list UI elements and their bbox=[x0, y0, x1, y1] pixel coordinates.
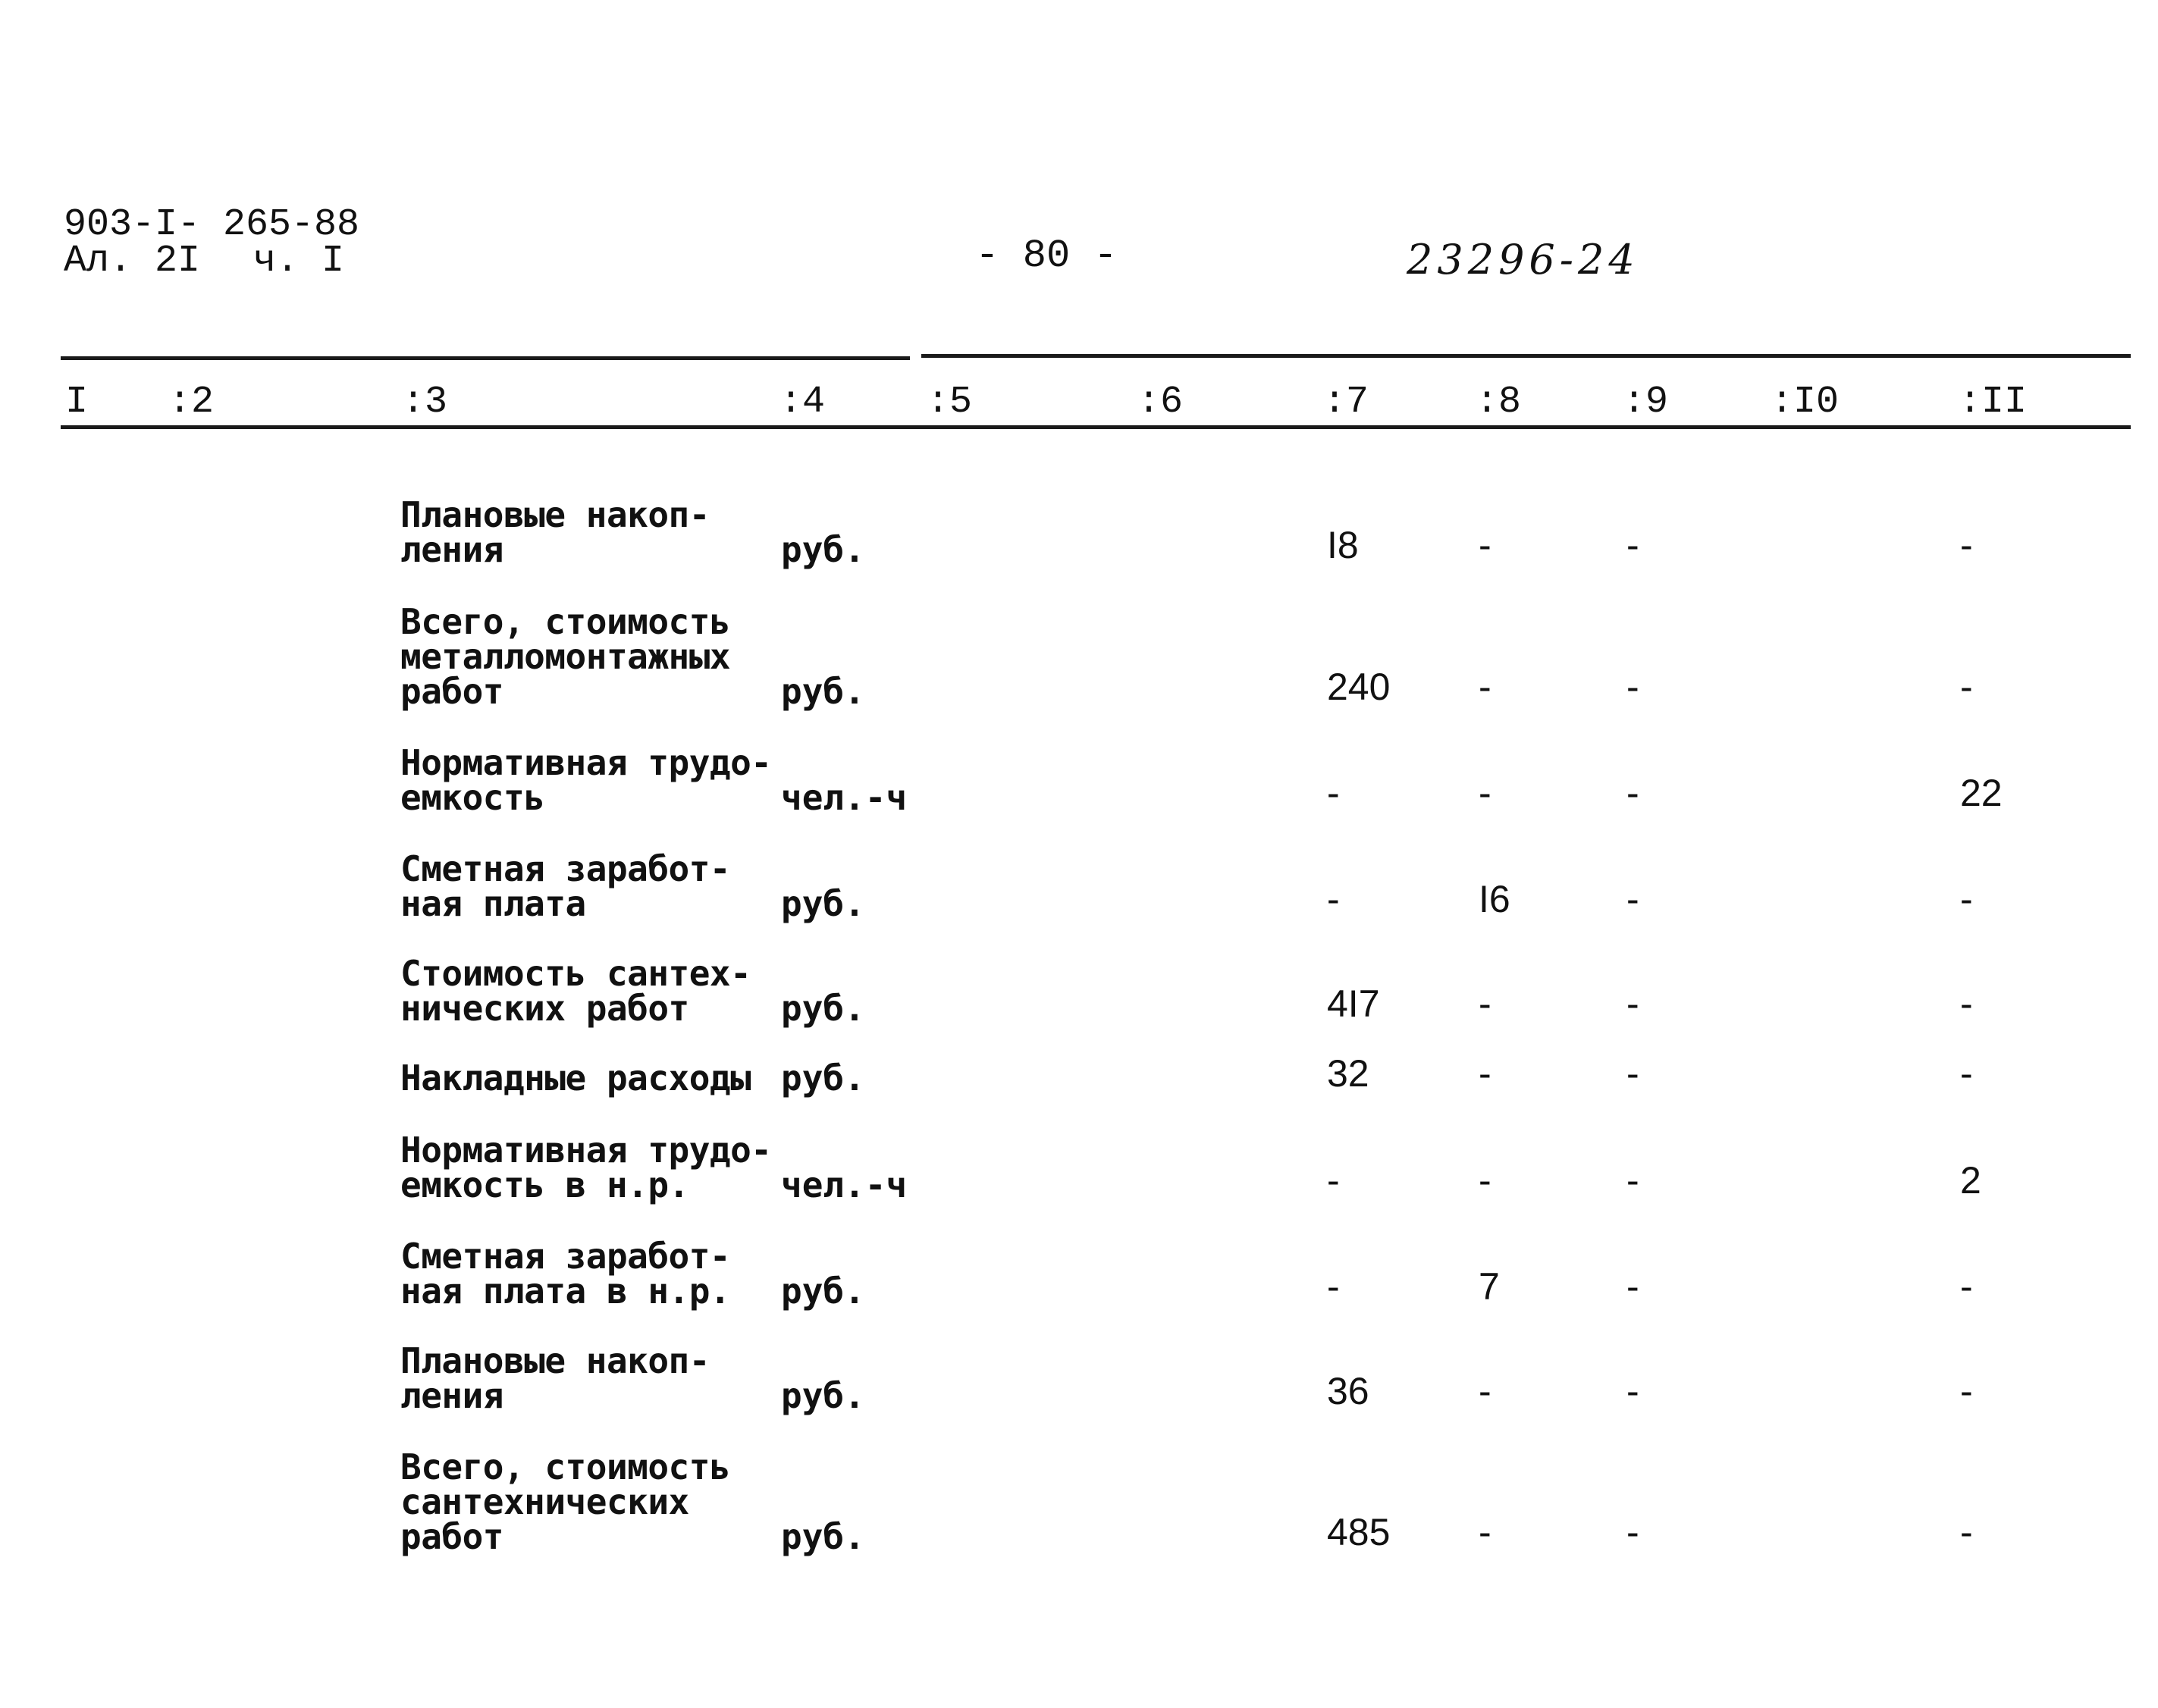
row-value-col9: - bbox=[1626, 878, 1639, 920]
row-value-col9: - bbox=[1626, 1511, 1639, 1553]
table-row bbox=[0, 485, 2158, 570]
row-value-col11: 22 bbox=[1960, 772, 2003, 814]
row-value-col8: - bbox=[1479, 982, 1491, 1025]
row-unit: руб. bbox=[781, 1516, 865, 1557]
column-header-8: :8 bbox=[1476, 381, 1522, 424]
row-value-col7: 240 bbox=[1327, 666, 1391, 708]
row-value-col11: - bbox=[1960, 1052, 1973, 1095]
document-code: 903-I- 265-88 bbox=[64, 203, 360, 246]
row-value-col9: - bbox=[1626, 1265, 1639, 1308]
row-value-col7: 485 bbox=[1327, 1511, 1391, 1553]
top-rule-left bbox=[61, 356, 910, 360]
row-value-col11: - bbox=[1960, 878, 1973, 920]
row-item-name: Нормативная трудо- емкость bbox=[400, 742, 772, 818]
row-value-col9: - bbox=[1626, 666, 1639, 708]
row-value-col11: - bbox=[1960, 1370, 1973, 1412]
row-item-name: Сметная заработ- ная плата в н.р. bbox=[400, 1236, 731, 1312]
row-value-col7: - bbox=[1327, 878, 1340, 920]
row-value-col7: I8 bbox=[1327, 524, 1359, 566]
row-value-col9: - bbox=[1626, 524, 1639, 566]
column-header-6: :6 bbox=[1137, 381, 1184, 424]
row-value-col8: - bbox=[1479, 524, 1491, 566]
column-header-1: I bbox=[65, 381, 89, 424]
row-value-col8: 7 bbox=[1479, 1265, 1500, 1308]
sheet-number: Ал. 2I bbox=[64, 240, 201, 283]
column-header-3: :3 bbox=[402, 381, 448, 424]
row-value-col9: - bbox=[1626, 1159, 1639, 1202]
handwritten-registration-number: 23296-24 bbox=[1407, 236, 1639, 284]
row-unit: руб. bbox=[781, 1375, 865, 1416]
column-header-5: :5 bbox=[927, 381, 973, 424]
row-unit: чел.-ч bbox=[781, 1164, 908, 1205]
row-value-col11: - bbox=[1960, 1265, 1973, 1308]
table-row bbox=[0, 944, 2158, 1029]
row-unit: руб. bbox=[781, 529, 865, 570]
row-value-col11: 2 bbox=[1960, 1159, 1981, 1202]
table-row bbox=[0, 1050, 2158, 1098]
row-value-col7: 4I7 bbox=[1327, 982, 1380, 1025]
row-value-col8: - bbox=[1479, 666, 1491, 708]
row-value-col8: - bbox=[1479, 1159, 1491, 1202]
row-value-col9: - bbox=[1626, 1370, 1639, 1412]
row-value-col9: - bbox=[1626, 772, 1639, 814]
row-value-col11: - bbox=[1960, 1511, 1973, 1553]
column-header-2: :2 bbox=[168, 381, 215, 424]
row-unit: руб. bbox=[781, 1271, 865, 1312]
row-item-name: Плановые накоп- ления bbox=[400, 494, 710, 570]
row-item-name: Нормативная трудо- емкость в н.р. bbox=[400, 1130, 772, 1205]
sheet-reference bbox=[64, 240, 345, 283]
row-value-col11: - bbox=[1960, 982, 1973, 1025]
row-item-name: Сметная заработ- ная плата bbox=[400, 848, 731, 924]
page-number: - 80 - bbox=[975, 233, 1118, 278]
column-header-11: :II bbox=[1959, 381, 2028, 424]
table-row bbox=[0, 1331, 2158, 1416]
row-unit: чел.-ч bbox=[781, 777, 908, 818]
table-row bbox=[0, 1120, 2158, 1205]
row-value-col9: - bbox=[1626, 1052, 1639, 1095]
top-rule-right bbox=[921, 354, 2131, 358]
row-value-col7: - bbox=[1327, 772, 1340, 814]
table-row bbox=[0, 838, 2158, 924]
column-header-underline bbox=[61, 425, 2131, 429]
row-item-name: Всего, стоимость металломонтажных работ bbox=[400, 601, 731, 712]
row-value-col7: - bbox=[1327, 1265, 1340, 1308]
table-row bbox=[0, 1227, 2158, 1312]
row-value-col9: - bbox=[1626, 982, 1639, 1025]
row-unit: руб. bbox=[781, 883, 865, 924]
row-value-col7: 36 bbox=[1327, 1370, 1369, 1412]
row-item-name: Накладные расходы bbox=[400, 1058, 751, 1098]
row-value-col11: - bbox=[1960, 666, 1973, 708]
row-value-col11: - bbox=[1960, 524, 1973, 566]
row-value-col7: - bbox=[1327, 1159, 1340, 1202]
table-row bbox=[0, 732, 2158, 818]
table-row bbox=[0, 1437, 2158, 1557]
row-item-name: Плановые накоп- ления bbox=[400, 1340, 710, 1416]
row-value-col8: - bbox=[1479, 1052, 1491, 1095]
row-value-col8: - bbox=[1479, 1370, 1491, 1412]
row-unit: руб. bbox=[781, 671, 865, 712]
table-row bbox=[0, 591, 2158, 712]
part-number: ч. I bbox=[253, 240, 345, 283]
row-value-col7: 32 bbox=[1327, 1052, 1369, 1095]
column-header-7: :7 bbox=[1323, 381, 1369, 424]
row-item-name: Стоимость сантех- нических работ bbox=[400, 953, 751, 1029]
row-item-name: Всего, стоимость сантехнических работ bbox=[400, 1446, 731, 1557]
row-value-col8: I6 bbox=[1479, 878, 1510, 920]
row-unit: руб. bbox=[781, 1058, 865, 1098]
row-value-col8: - bbox=[1479, 772, 1491, 814]
column-header-9: :9 bbox=[1623, 381, 1669, 424]
column-header-10: :I0 bbox=[1771, 381, 1840, 424]
row-unit: руб. bbox=[781, 988, 865, 1029]
column-header-4: :4 bbox=[779, 381, 826, 424]
row-value-col8: - bbox=[1479, 1511, 1491, 1553]
